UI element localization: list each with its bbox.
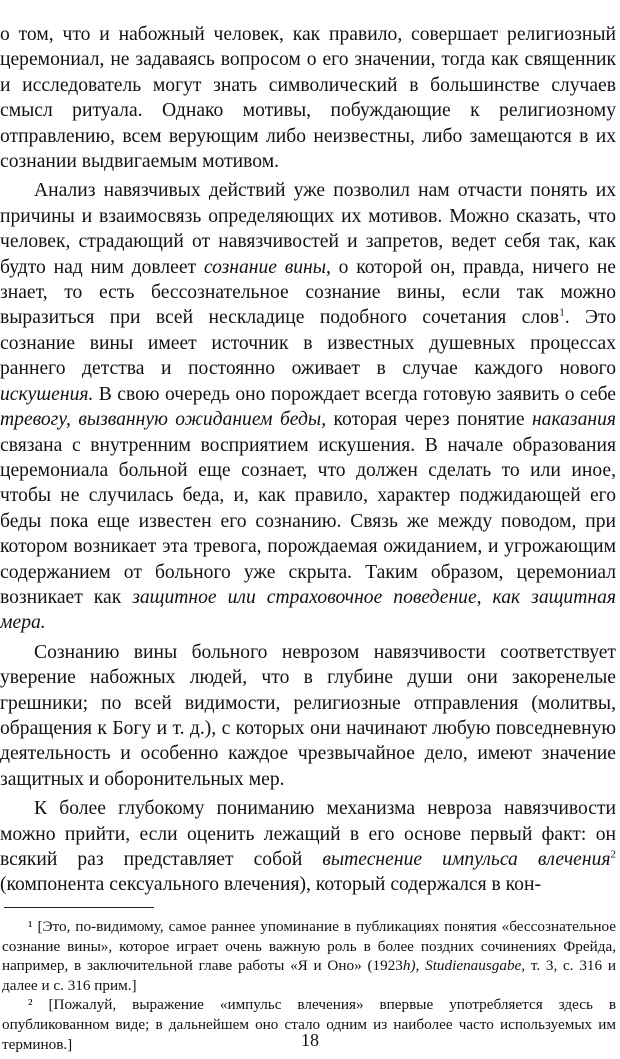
emphasis: вытеснение импульса влечения [322,849,611,870]
emphasis: защитное или страховочное поведение, как защитная мера. [0,586,616,634]
text-run: связана с внутренним восприятием искушения. В начале образования церемониала больной еще сознает, что должен сделать то или иное, чтобы не случилась беда, и, как правило, характер поджидающей его беды пока еще известен его сознанию. Связь же между поводом, при котором возникает эта тревога, порождаемая ожиданием, и угрожающим содержанием от больного уже скрыта. Таким образом, церемониал возникает как [0,434,616,608]
emphasis: h), Studienausgabe, [402,957,526,975]
footnote-divider [4,907,154,908]
text-run: (компонента сексуального влечения), который содержался в кон- [0,874,541,896]
footnote-ref-1[interactable]: 1 [559,306,565,319]
footnote-2: ² [Пожалуй, выражение «импульс влечения» впервые употребляется здесь в опубликованном виде; в дальнейшем оно стало одним из наиболее часто используемых им терминов.] [2,996,616,1053]
footnote-1 [2,917,616,995]
emphasis: наказания [531,409,616,431]
paragraph-3: Сознанию вины больного неврозом навязчивости соответствует уверение набожных людей, что в глубине души они закоренелые грешники; по всей видимости, религиозные отправления (молитвы, обращения к Богу и т. д.), с которых они начинают любую повседневную деятельность и особенно каждое чрезвычайное дело, имеют значение защитных и оборонительных мер. [0,641,616,790]
text-run: ¹ [Это, по-видимому, самое раннее упоминание в публикациях понятия «бессознательное сознание вины», которое играет очень важную роль в более поздних сочинениях Фрейда, например, в заключительной главе работы «Я и Оно» (1923 [2,918,616,975]
text-run: о которой он, правда, ничего не знает, то есть бессознательное сознание вины, если так можно выразиться при всей нескладице подобного сочетания слов [0,256,617,329]
paragraph-4 [0,796,616,898]
footnote-ref-2[interactable]: 2 [610,848,616,861]
text-run: которая через понятие [326,409,532,431]
text-run: Анализ навязчивых действий уже позволил нам отчасти понять их причины и взаимосвязь определяющих их мотивов. Можно сказать, что человек, страдающий от навязчивостей и запретов, ведет себя так, как будто над ним довлеет [0,180,616,278]
page-number: 18 [301,1030,319,1050]
paragraph-2 [0,178,616,635]
text-run: К более глубокому пониманию механизма невроза навязчивости можно прийти, если оценить лежащий в его основе первый факт: он всякий раз представляет собой [0,798,616,870]
emphasis: тревогу, вызванную ожиданием беды, [0,409,327,431]
text-run: т. 3, с. 316 и далее и с. 316 прим.] [2,957,617,994]
emphasis: сознание вины, [203,256,331,278]
text-run: . Это сознание вины имеет источник в известных душевных процессах раннего детства и постоянно оживает в случае каждого нового [0,307,616,380]
main-text [0,22,616,898]
paragraph-1: о том, что и набожный человек, как правило, совершает религиозный церемониал, не задаваясь вопросом о его значении, тогда как священник и исследователь могут знать символический в большинстве случаев смысл ритуала. Однако мотивы, побуждающие к религиозному отправлению, всем верующим либо неизвестны, либо замещаются в их сознании выдвигаемым мотивом. [0,24,616,173]
emphasis: искушения. [0,383,94,405]
text-run: В свою очередь оно порождает всегда готовую заявить о себе [93,383,616,405]
